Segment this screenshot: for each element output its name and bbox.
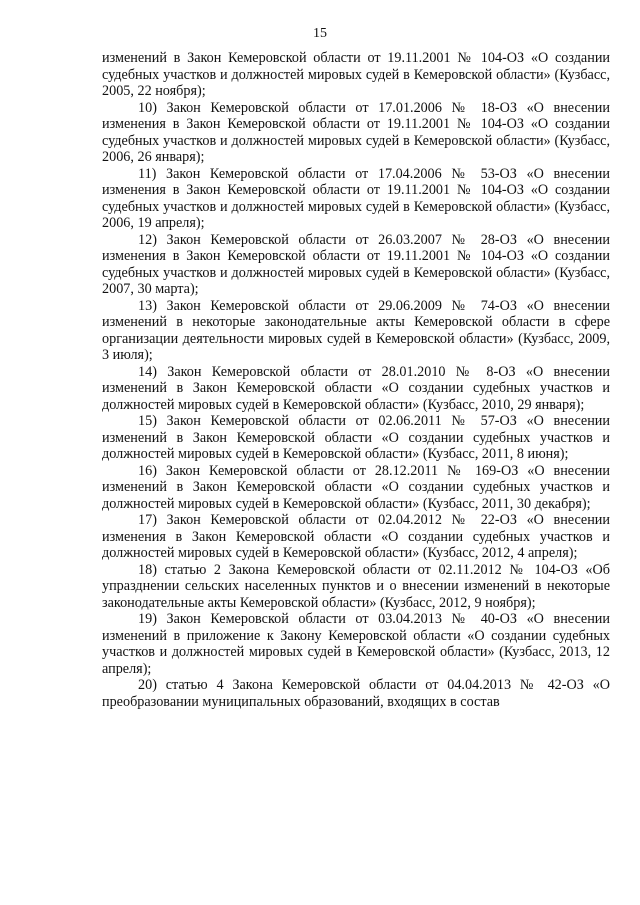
list-item-10: 10) Закон Кемеровской области от 17.01.2006 № 18-ОЗ «О внесении изменения в Закон Кемеровской области от 19.11.2001 № 104-ОЗ «О создании судебных участков и должностей мировых судей в Кемеровской области» (Кузбасс, 2006, 26 января); bbox=[102, 99, 610, 165]
list-item-13: 13) Закон Кемеровской области от 29.06.2009 № 74-ОЗ «О внесении изменений в некоторые законодательные акты Кемеровской области в сфере организации деятельности мировых судей в Кемеровской области» (Кузбасс, 2009, 3 июля); bbox=[102, 297, 610, 363]
paragraph-continuation: изменений в Закон Кемеровской области от 19.11.2001 № 104-ОЗ «О создании судебных участков и должностей мировых судей в Кемеровской области» (Кузбасс, 2005, 22 ноября); bbox=[102, 50, 610, 99]
document-body bbox=[102, 50, 610, 710]
list-item-18: 18) статью 2 Закона Кемеровской области от 02.11.2012 № 104-ОЗ «Об упразднении сельских населенных пунктов и о внесении изменений в некоторые законодательные акты Кемеровской области» (Кузбасс, 2012, 9 ноября); bbox=[102, 561, 610, 611]
list-item-19: 19) Закон Кемеровской области от 03.04.2013 № 40-ОЗ «О внесении изменений в приложение к Закону Кемеровской области «О создании судебных участков и должностей мировых судей в Кемеровской области» (Кузбасс, 2013, 12 апреля); bbox=[102, 611, 610, 677]
list-item-11: 11) Закон Кемеровской области от 17.04.2006 № 53-ОЗ «О внесении изменения в Закон Кемеровской области от 19.11.2001 № 104-ОЗ «О создании судебных участков и должностей мировых судей в Кемеровской области» (Кузбасс, 2006, 19 апреля); bbox=[102, 165, 610, 231]
list-item-12: 12) Закон Кемеровской области от 26.03.2007 № 28-ОЗ «О внесении изменения в Закон Кемеровской области от 19.11.2001 № 104-ОЗ «О создании судебных участков и должностей мировых судей в Кемеровской области» (Кузбасс, 2007, 30 марта); bbox=[102, 231, 610, 297]
list-item-16: 16) Закон Кемеровской области от 28.12.2011 № 169-ОЗ «О внесении изменений в Закон Кемеровской области «О создании судебных участков и должностей мировых судей в Кемеровской области» (Кузбасс, 2011, 30 декабря); bbox=[102, 462, 610, 512]
list-item-15: 15) Закон Кемеровской области от 02.06.2011 № 57-ОЗ «О внесении изменений в Закон Кемеровской области «О создании судебных участков и должностей мировых судей в Кемеровской области» (Кузбасс, 2011, 8 июня); bbox=[102, 413, 610, 462]
list-item-14: 14) Закон Кемеровской области от 28.01.2010 № 8-ОЗ «О внесении изменений в Закон Кемеровской области «О создании судебных участков и должностей мировых судей в Кемеровской области» (Кузбасс, 2010, 29 января); bbox=[102, 363, 610, 413]
page-number: 15 bbox=[313, 26, 327, 41]
list-item-17: 17) Закон Кемеровской области от 02.04.2012 № 22-ОЗ «О внесении изменения в Закон Кемеровской области «О создании судебных участков и должностей мировых судей в Кемеровской области» (Кузбасс, 2012, 4 апреля); bbox=[102, 512, 610, 561]
list-item-20: 20) статью 4 Закона Кемеровской области от 04.04.2013 № 42-ОЗ «О преобразовании муниципальных образований, входящих в состав bbox=[102, 677, 610, 710]
